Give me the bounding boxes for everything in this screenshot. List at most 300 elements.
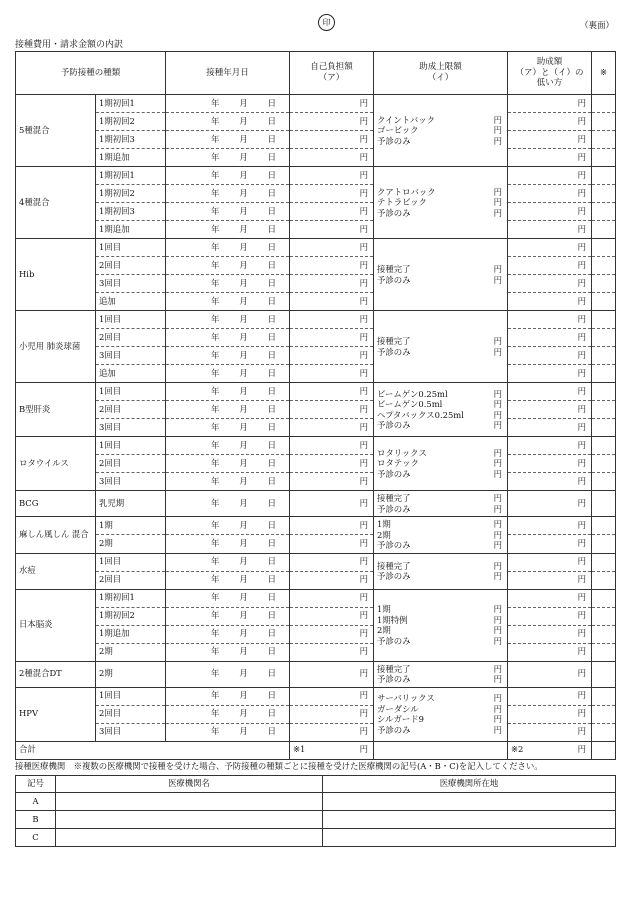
date-field[interactable] <box>166 239 290 257</box>
institution-header <box>16 776 616 793</box>
yen-unit: 円 <box>359 538 369 549</box>
institution-name-field[interactable] <box>56 793 323 811</box>
vaccine-name: 麻しん風しん 混合 <box>16 517 96 554</box>
date-field[interactable] <box>166 571 290 589</box>
grant-amount-field[interactable] <box>508 131 592 149</box>
self-pay-field[interactable] <box>290 347 374 365</box>
dose-label: 1期初回3 <box>96 203 166 221</box>
mark-field[interactable] <box>592 607 616 625</box>
date-field[interactable] <box>166 705 290 723</box>
mark-field[interactable] <box>592 185 616 203</box>
yen-unit: 円 <box>577 277 587 288</box>
grant-amount-field[interactable] <box>508 517 592 535</box>
mark-field[interactable] <box>592 149 616 167</box>
yen-unit: 円 <box>493 635 503 646</box>
date-parts <box>169 225 286 235</box>
date-month-label: 月 <box>239 497 248 508</box>
grant-limit-label: サーバリックス <box>377 693 435 703</box>
date-month-label: 月 <box>239 349 248 360</box>
mark-field[interactable] <box>592 419 616 437</box>
date-day-label: 日 <box>267 151 277 162</box>
grant-amount-field[interactable] <box>508 705 592 723</box>
dose-label: 1回目 <box>96 239 166 257</box>
mark-field[interactable] <box>592 95 616 113</box>
grant-amount-field[interactable] <box>508 473 592 491</box>
date-month-label: 月 <box>239 205 248 216</box>
date-year-label: 年 <box>211 169 220 180</box>
dose-label: 2回目 <box>96 455 166 473</box>
dose-label: 1期初回2 <box>96 185 166 203</box>
date-parts <box>169 477 286 487</box>
date-year-label: 年 <box>211 277 220 288</box>
self-pay-field[interactable] <box>290 535 374 553</box>
dose-label: 3回目 <box>96 473 166 491</box>
yen-unit: 円 <box>359 169 369 180</box>
mark-field[interactable] <box>592 705 616 723</box>
grant-amount-field[interactable] <box>508 365 592 383</box>
grant-limit-item <box>377 187 504 198</box>
date-field[interactable] <box>166 221 290 239</box>
date-field[interactable] <box>166 687 290 705</box>
date-month-label: 月 <box>239 331 248 342</box>
yen-unit: 円 <box>493 264 503 274</box>
date-field[interactable] <box>166 257 290 275</box>
date-field[interactable] <box>166 589 290 607</box>
date-parts <box>169 647 286 657</box>
grant-limit-item <box>377 615 504 626</box>
yen-unit: 円 <box>577 313 587 324</box>
date-field[interactable] <box>166 383 290 401</box>
vaccine-name: Hib <box>16 239 96 311</box>
grant-amount-field[interactable] <box>508 437 592 455</box>
table-row <box>16 275 616 293</box>
institution-row <box>16 829 616 847</box>
date-year-label: 年 <box>211 295 220 306</box>
self-pay-field[interactable] <box>290 437 374 455</box>
date-field[interactable] <box>166 203 290 221</box>
table-row <box>16 95 616 113</box>
date-field[interactable] <box>166 365 290 383</box>
date-parts <box>169 387 286 397</box>
table-row <box>16 473 616 491</box>
yen-unit: 円 <box>493 207 503 218</box>
grant-amount-field[interactable] <box>508 661 592 687</box>
date-field[interactable] <box>166 113 290 131</box>
self-pay-field[interactable] <box>290 687 374 705</box>
grant-amount-field[interactable] <box>508 221 592 239</box>
date-day-label: 日 <box>267 223 277 234</box>
dose-label: 3回目 <box>96 723 166 741</box>
total-self-pay-content <box>293 745 370 755</box>
self-pay-field[interactable] <box>290 95 374 113</box>
grant-limit-label: 予診のみ <box>377 468 411 479</box>
grant-amount-field[interactable] <box>508 535 592 553</box>
yen-unit: 円 <box>577 223 587 234</box>
grant-amount-field[interactable] <box>508 723 592 741</box>
dose-label: 3回目 <box>96 419 166 437</box>
self-pay-field[interactable] <box>290 571 374 589</box>
grant-amount-field[interactable] <box>508 607 592 625</box>
mark-field[interactable] <box>592 311 616 329</box>
date-year-label: 年 <box>211 457 220 468</box>
date-year-label: 年 <box>211 726 220 737</box>
yen-unit: 円 <box>359 115 369 126</box>
yen-unit: 円 <box>577 556 587 567</box>
self-pay-field[interactable] <box>290 625 374 643</box>
grant-limit-item <box>377 389 504 400</box>
date-month-label: 月 <box>239 646 248 657</box>
grant-limit-cell <box>374 517 508 554</box>
self-pay-field[interactable] <box>290 275 374 293</box>
grant-limit-label: 1期 <box>377 519 391 529</box>
date-field[interactable] <box>166 275 290 293</box>
grant-amount-field[interactable] <box>508 589 592 607</box>
institution-code: C <box>16 829 56 847</box>
yen-unit: 円 <box>359 457 369 468</box>
date-day-label: 日 <box>267 241 277 252</box>
date-parts <box>169 369 286 379</box>
mark-field[interactable] <box>592 625 616 643</box>
mark-field[interactable] <box>592 437 616 455</box>
date-field[interactable] <box>166 185 290 203</box>
self-pay-field[interactable] <box>290 203 374 221</box>
institution-address-field[interactable] <box>323 793 616 811</box>
date-day-label: 日 <box>267 277 277 288</box>
self-pay-field[interactable] <box>290 149 374 167</box>
vaccine-name: BCG <box>16 491 96 517</box>
date-parts <box>169 207 286 217</box>
mark-field[interactable] <box>592 553 616 571</box>
grant-amount-field[interactable] <box>508 329 592 347</box>
dose-label: 1回目 <box>96 383 166 401</box>
yen-unit: 円 <box>493 399 503 409</box>
self-pay-field[interactable] <box>290 661 374 687</box>
date-field[interactable] <box>166 329 290 347</box>
date-day-label: 日 <box>267 97 277 108</box>
mark-field[interactable] <box>592 517 616 535</box>
grant-amount-field[interactable] <box>508 571 592 589</box>
mark-field[interactable] <box>592 293 616 311</box>
self-pay-field[interactable] <box>290 553 374 571</box>
mark-field[interactable] <box>592 661 616 687</box>
date-field[interactable] <box>166 723 290 741</box>
self-pay-field[interactable] <box>290 473 374 491</box>
grant-amount-field[interactable] <box>508 687 592 705</box>
table-row <box>16 293 616 311</box>
date-parts <box>169 691 286 701</box>
date-field[interactable] <box>166 293 290 311</box>
date-day-label: 日 <box>267 187 277 198</box>
grant-limit-label: 接種完了 <box>377 336 411 346</box>
self-pay-field[interactable] <box>290 185 374 203</box>
grant-limit-item <box>377 519 504 530</box>
yen-unit: 円 <box>577 205 587 216</box>
date-day-label: 日 <box>267 349 277 360</box>
self-pay-field[interactable] <box>290 293 374 311</box>
grant-limit-cell <box>374 383 508 437</box>
header-self-pay-text: 自己負担額 （ア） <box>310 62 353 83</box>
table-row <box>16 535 616 553</box>
mark-field[interactable] <box>592 723 616 741</box>
vaccine-name: 小児用 肺炎球菌 <box>16 311 96 383</box>
institution-name-field[interactable] <box>56 829 323 847</box>
grant-amount-field[interactable] <box>508 419 592 437</box>
date-field[interactable] <box>166 643 290 661</box>
mark-field[interactable] <box>592 455 616 473</box>
date-day-label: 日 <box>267 726 277 737</box>
grant-limit-label: テトラビック <box>377 197 427 208</box>
mark-field[interactable] <box>592 257 616 275</box>
date-field[interactable] <box>166 553 290 571</box>
self-pay-field[interactable] <box>290 401 374 419</box>
self-pay-field[interactable] <box>290 643 374 661</box>
yen-unit: 円 <box>359 205 369 216</box>
grant-limit-label: 予診のみ <box>377 420 411 430</box>
grant-limit-label: 1期特例 <box>377 614 408 625</box>
date-year-label: 年 <box>211 538 220 549</box>
self-pay-field[interactable] <box>290 329 374 347</box>
date-month-label: 月 <box>239 403 248 414</box>
self-pay-field[interactable] <box>290 167 374 185</box>
mark-field[interactable] <box>592 383 616 401</box>
grant-amount-field[interactable] <box>508 383 592 401</box>
yen-unit: 円 <box>577 241 587 252</box>
yen-unit: 円 <box>577 457 587 468</box>
grant-amount-field[interactable] <box>508 455 592 473</box>
dose-label: 追加 <box>96 293 166 311</box>
table-row <box>16 185 616 203</box>
total-self-pay-field[interactable] <box>290 741 374 759</box>
yen-unit: 円 <box>577 367 587 378</box>
date-field[interactable] <box>166 491 290 517</box>
grant-amount-field[interactable] <box>508 203 592 221</box>
mark-field[interactable] <box>592 687 616 705</box>
self-pay-field[interactable] <box>290 589 374 607</box>
grant-amount-field[interactable] <box>508 257 592 275</box>
table-row <box>16 589 616 607</box>
dose-label: 2回目 <box>96 705 166 723</box>
date-parts <box>169 279 286 289</box>
date-day-label: 日 <box>267 690 277 701</box>
self-pay-field[interactable] <box>290 131 374 149</box>
self-pay-field[interactable] <box>290 723 374 741</box>
date-field[interactable] <box>166 149 290 167</box>
self-pay-field[interactable] <box>290 239 374 257</box>
date-day-label: 日 <box>267 708 277 719</box>
total-label: 合計 <box>16 741 290 759</box>
mark-field[interactable] <box>592 113 616 131</box>
mark-field[interactable] <box>592 239 616 257</box>
mark-field[interactable] <box>592 571 616 589</box>
grant-amount-field[interactable] <box>508 643 592 661</box>
date-day-label: 日 <box>267 313 277 324</box>
mark-field[interactable] <box>592 167 616 185</box>
date-day-label: 日 <box>267 385 277 396</box>
date-parts <box>169 441 286 451</box>
date-field[interactable] <box>166 95 290 113</box>
date-parts <box>169 351 286 361</box>
date-day-label: 日 <box>267 457 277 468</box>
self-pay-field[interactable] <box>290 607 374 625</box>
grant-limit-cell <box>374 311 508 383</box>
date-day-label: 日 <box>267 403 277 414</box>
yen-unit: 円 <box>359 133 369 144</box>
mark-field[interactable] <box>592 221 616 239</box>
self-pay-field[interactable] <box>290 221 374 239</box>
date-field[interactable] <box>166 455 290 473</box>
dose-label: 2期 <box>96 535 166 553</box>
yen-unit: 円 <box>577 295 587 306</box>
grant-limit-item <box>377 336 504 347</box>
date-field[interactable] <box>166 419 290 437</box>
date-day-label: 日 <box>267 538 277 549</box>
mark-field[interactable] <box>592 131 616 149</box>
grant-amount-field[interactable] <box>508 149 592 167</box>
date-month-label: 月 <box>239 385 248 396</box>
self-pay-field[interactable] <box>290 491 374 517</box>
date-field[interactable] <box>166 347 290 365</box>
grant-amount-field[interactable] <box>508 553 592 571</box>
grant-limit-item <box>377 208 504 219</box>
mark-field[interactable] <box>592 347 616 365</box>
grant-limit-label: シルガード9 <box>377 714 425 724</box>
table-row <box>16 687 616 705</box>
self-pay-field[interactable] <box>290 455 374 473</box>
grant-limit-item <box>377 115 504 126</box>
date-field[interactable] <box>166 625 290 643</box>
grant-limit-label: クアトロバック <box>377 186 436 197</box>
grant-limit-cell <box>374 491 508 517</box>
date-field[interactable] <box>166 607 290 625</box>
dose-label: 1期初回2 <box>96 607 166 625</box>
date-day-label: 日 <box>267 519 277 530</box>
date-month-label: 月 <box>239 439 248 450</box>
date-parts <box>169 575 286 585</box>
date-day-label: 日 <box>267 668 277 679</box>
self-pay-field[interactable] <box>290 257 374 275</box>
date-month-label: 月 <box>239 295 248 306</box>
grant-limit-item <box>377 571 504 582</box>
institution-name-field[interactable] <box>56 811 323 829</box>
self-pay-field[interactable] <box>290 705 374 723</box>
yen-unit: 円 <box>493 447 503 458</box>
table-row <box>16 419 616 437</box>
total-grant-field[interactable] <box>508 741 592 759</box>
vaccine-name: 5種混合 <box>16 95 96 167</box>
grant-limit-label: 予診のみ <box>377 674 411 684</box>
mark-field[interactable] <box>592 329 616 347</box>
grant-amount-field[interactable] <box>508 185 592 203</box>
institution-table <box>15 775 616 847</box>
yen-unit: 円 <box>493 468 503 479</box>
mark-field[interactable] <box>592 203 616 221</box>
date-day-label: 日 <box>267 439 277 450</box>
grant-amount-field[interactable] <box>508 491 592 517</box>
grant-limit-cell <box>374 553 508 589</box>
institution-address-field[interactable] <box>323 829 616 847</box>
yen-unit: 円 <box>577 259 587 270</box>
mark-field[interactable] <box>592 365 616 383</box>
date-field[interactable] <box>166 473 290 491</box>
grant-amount-field[interactable] <box>508 275 592 293</box>
mark-field[interactable] <box>592 535 616 553</box>
mark-field[interactable] <box>592 491 616 517</box>
self-pay-field[interactable] <box>290 419 374 437</box>
yen-unit: 円 <box>493 420 503 430</box>
date-month-label: 月 <box>239 519 248 530</box>
self-pay-field[interactable] <box>290 383 374 401</box>
yen-unit: 円 <box>577 592 587 603</box>
date-day-label: 日 <box>267 169 277 180</box>
date-field[interactable] <box>166 517 290 535</box>
yen-unit: 円 <box>577 349 587 360</box>
date-parts <box>169 315 286 325</box>
institution-code: A <box>16 793 56 811</box>
date-field[interactable] <box>166 131 290 149</box>
yen-unit: 円 <box>493 458 503 469</box>
grant-amount-field[interactable] <box>508 347 592 365</box>
date-month-label: 月 <box>239 187 248 198</box>
date-month-label: 月 <box>239 421 248 432</box>
date-month-label: 月 <box>239 668 248 679</box>
institution-address-field[interactable] <box>323 811 616 829</box>
date-month-label: 月 <box>239 538 248 549</box>
fee-table-header <box>16 52 616 95</box>
table-row <box>16 491 616 517</box>
date-day-label: 日 <box>267 475 277 486</box>
self-pay-field[interactable] <box>290 517 374 535</box>
yen-unit: 円 <box>359 610 369 621</box>
date-field[interactable] <box>166 661 290 687</box>
grant-limit-item <box>377 420 504 431</box>
mark-field[interactable] <box>592 473 616 491</box>
vaccine-name: 4種混合 <box>16 167 96 239</box>
grant-amount-field[interactable] <box>508 293 592 311</box>
date-day-label: 日 <box>267 556 277 567</box>
mark-field[interactable] <box>592 401 616 419</box>
grant-amount-field[interactable] <box>508 401 592 419</box>
grant-amount-field[interactable] <box>508 167 592 185</box>
dose-label: 1期追加 <box>96 625 166 643</box>
date-field[interactable] <box>166 311 290 329</box>
mark-field[interactable] <box>592 589 616 607</box>
table-row <box>16 455 616 473</box>
yen-unit: 円 <box>359 403 369 414</box>
self-pay-field[interactable] <box>290 365 374 383</box>
grant-limit-item <box>377 504 504 515</box>
yen-unit: 円 <box>359 241 369 252</box>
grant-limit-item <box>377 275 504 286</box>
date-field[interactable] <box>166 437 290 455</box>
date-field[interactable] <box>166 535 290 553</box>
grant-amount-field[interactable] <box>508 95 592 113</box>
date-day-label: 日 <box>267 367 277 378</box>
grant-amount-field[interactable] <box>508 311 592 329</box>
table-row <box>16 607 616 625</box>
total-mark-field[interactable] <box>592 741 616 759</box>
self-pay-field[interactable] <box>290 311 374 329</box>
date-day-label: 日 <box>267 259 277 270</box>
mark-field[interactable] <box>592 643 616 661</box>
mark-field[interactable] <box>592 275 616 293</box>
vaccination-fee-table <box>15 51 616 760</box>
grant-amount-field[interactable] <box>508 625 592 643</box>
date-field[interactable] <box>166 401 290 419</box>
grant-amount-field[interactable] <box>508 239 592 257</box>
grant-amount-field[interactable] <box>508 113 592 131</box>
date-field[interactable] <box>166 167 290 185</box>
self-pay-field[interactable] <box>290 113 374 131</box>
